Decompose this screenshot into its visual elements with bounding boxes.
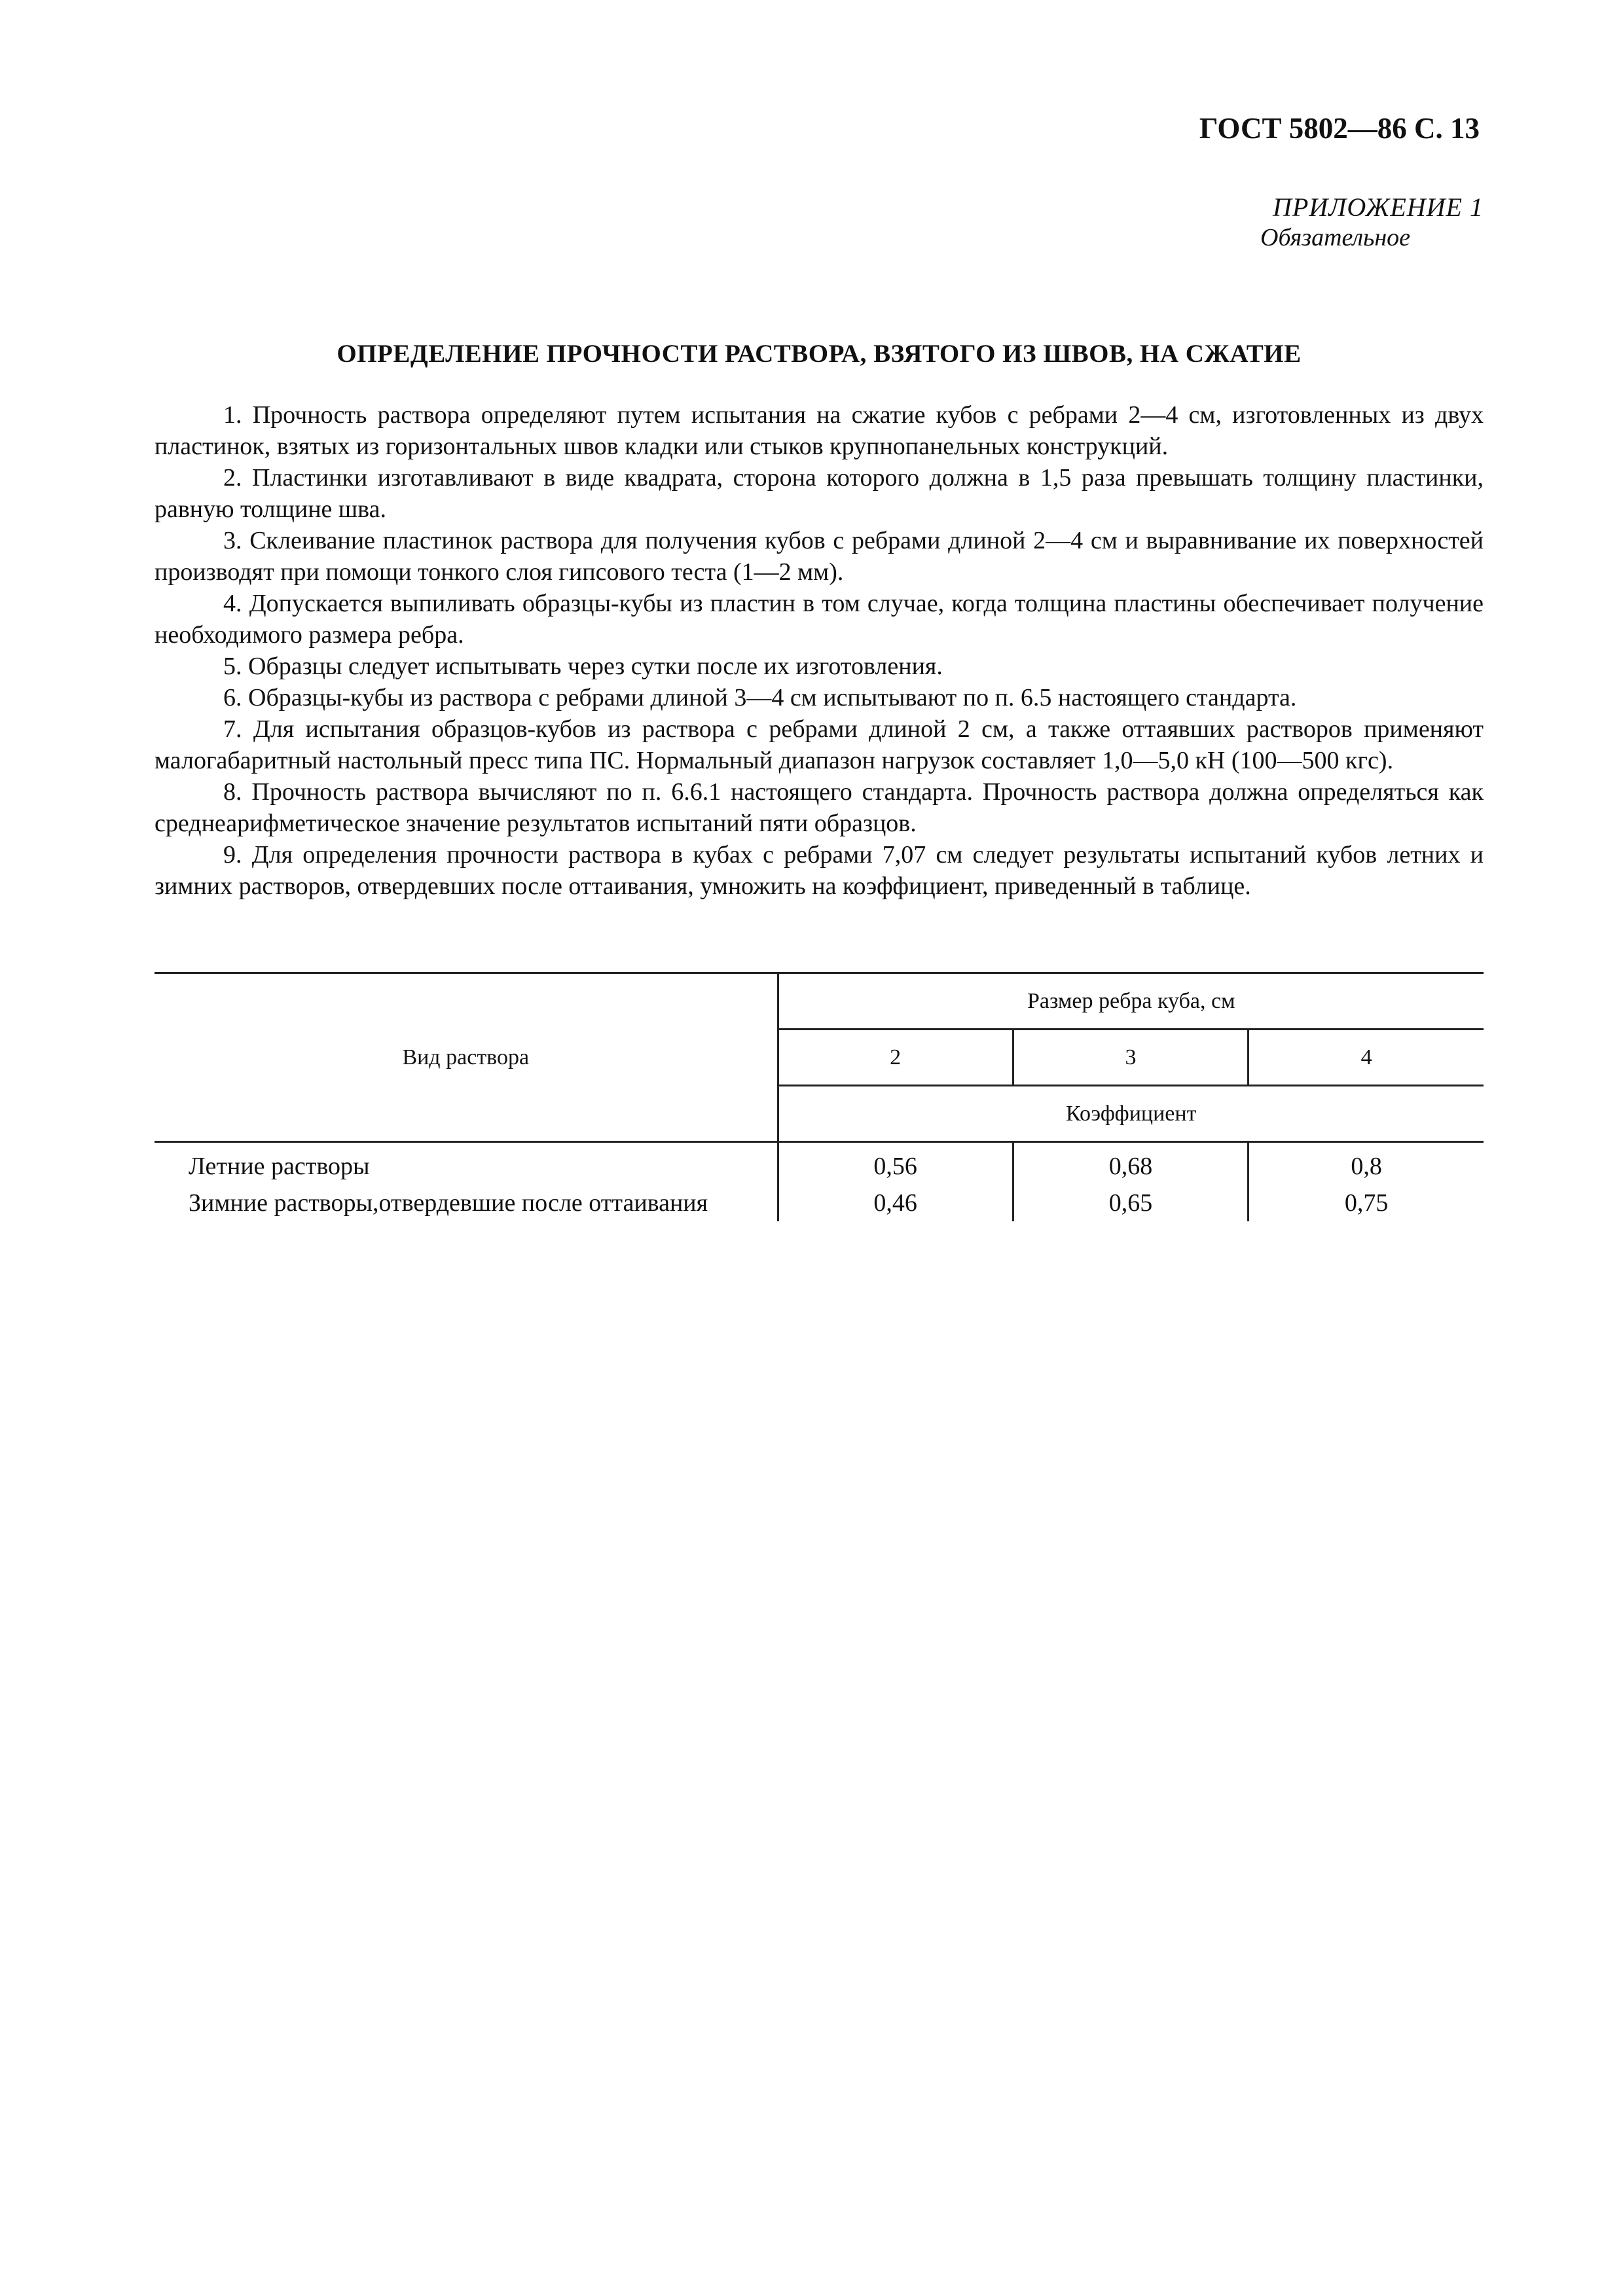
cell-winter-4: 0,75 <box>1344 1189 1389 1217</box>
paragraph-3: 3. Склеивание пластинок раствора для получения кубов с ребрами длиной 2—4 см и выравнивание их поверхностей производят при помощи тонкого слоя гипсового теста (1—2 мм). <box>155 527 1484 586</box>
table-row <box>155 1185 1484 1221</box>
row-label-summer: Летние растворы <box>155 1142 778 1185</box>
cell-summer-2: 0,56 <box>778 1142 1013 1185</box>
header-size-2: 2 <box>778 1030 1013 1086</box>
coefficient-table <box>155 972 1484 1221</box>
header-size-3: 3 <box>1013 1030 1248 1086</box>
cell-winter-2: 0,46 <box>778 1185 1013 1221</box>
paragraph-6: 6. Образцы-кубы из раствора с ребрами длиной 3—4 см испытывают по п. 6.5 настоящего стандарта. <box>223 684 1297 711</box>
body-text <box>155 399 1484 902</box>
document-reference: ГОСТ 5802—86 С. 13 <box>1199 112 1480 145</box>
appendix-title: ПРИЛОЖЕНИЕ 1 <box>1273 192 1484 222</box>
header-size-4: 4 <box>1249 1030 1484 1086</box>
header-coefficient: Коэффициент <box>778 1086 1484 1142</box>
document-title: ОПРЕДЕЛЕНИЕ ПРОЧНОСТИ РАСТВОРА, ВЗЯТОГО ИЗ ШВОВ, НА СЖАТИЕ <box>337 340 1302 368</box>
paragraph-7: 7. Для испытания образцов-кубов из раствора с ребрами длиной 2 см, а также оттаявших растворов применяют малогабаритный настольный пресс типа ПС. Нормальный диапазон нагрузок составляет 1,0—5,0 кН (100—500 кгс). <box>155 715 1484 774</box>
row-label-winter: Зимние растворы,отвердевшие после оттаивания <box>155 1185 778 1221</box>
table-row <box>155 1142 1484 1185</box>
cell-summer-3: 0,68 <box>1013 1142 1248 1185</box>
cell-winter-3: 0,65 <box>1013 1185 1248 1221</box>
paragraph-8: 8. Прочность раствора вычисляют по п. 6.6.1 настоящего стандарта. Прочность раствора должна определяться как среднеарифметическое значение результатов испытаний пяти образцов. <box>155 778 1484 837</box>
paragraph-2: 2. Пластинки изготавливают в виде квадрата, сторона которого должна в 1,5 раза превышать толщину пластинки, равную толщине шва. <box>155 464 1484 523</box>
appendix-block <box>1113 192 1484 252</box>
cell-summer-4: 0,8 <box>1351 1153 1382 1180</box>
paragraph-9: 9. Для определения прочности раствора в кубах с ребрами 7,07 см следует результаты испытаний кубов летних и зимних растворов, отвердевших после оттаивания, умножить на коэффициент, приведенный в таблице. <box>155 841 1484 900</box>
header-cube-edge-size: Размер ребра куба, см <box>778 973 1484 1030</box>
paragraph-4: 4. Допускается выпиливать образцы-кубы из пластин в том случае, когда толщина пластины обеспечивает получение необходимого размера ребра. <box>155 590 1484 649</box>
paragraph-5: 5. Образцы следует испытывать через сутки после их изготовления. <box>223 653 943 680</box>
header-mortar-type: Вид раствора <box>155 973 778 1142</box>
paragraph-1: 1. Прочность раствора определяют путем испытания на сжатие кубов с ребрами 2—4 см, изготовленных из двух пластинок, взятых из горизонтальных швов кладки или стыков крупнопанельных конструкций. <box>155 401 1484 460</box>
appendix-status: Обязательное <box>1260 224 1411 251</box>
